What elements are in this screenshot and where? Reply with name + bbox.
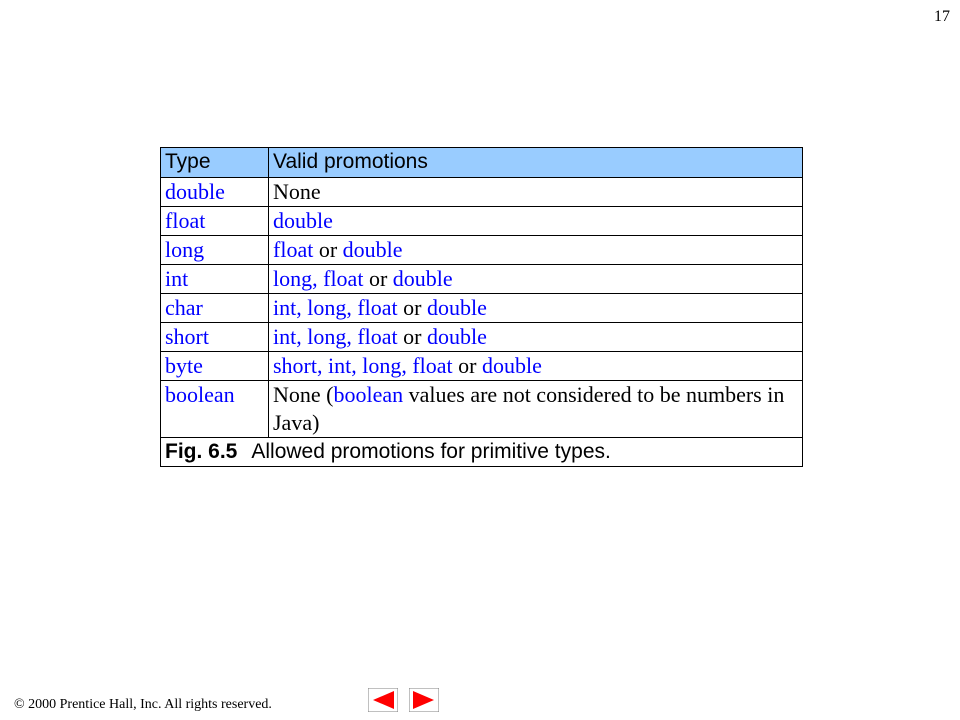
promotion-segment: boolean	[333, 382, 404, 407]
promotions-table	[160, 147, 803, 467]
promotions-cell	[269, 352, 803, 381]
type-cell: long	[161, 236, 269, 265]
left-arrow-icon	[368, 688, 398, 712]
promotion-segment: double	[342, 237, 403, 262]
table-row	[161, 236, 803, 265]
copyright-symbol: ©	[14, 697, 25, 712]
next-slide-button[interactable]	[409, 688, 439, 712]
promotions-cell	[269, 294, 803, 323]
caption-label: Fig. 6.5	[165, 440, 238, 463]
promotion-segment: double	[426, 295, 487, 320]
promotion-segment: double	[392, 266, 453, 291]
promotions-cell	[269, 207, 803, 236]
slide-number: 17	[934, 8, 950, 25]
type-cell: boolean	[161, 381, 269, 438]
promotions-cell	[269, 381, 803, 438]
promotions-cell	[269, 323, 803, 352]
caption-text: Allowed promotions for primitive types.	[251, 440, 611, 463]
table-row	[161, 207, 803, 236]
type-cell: float	[161, 207, 269, 236]
promotion-segment: short, int, long, float	[273, 353, 453, 378]
type-cell: byte	[161, 352, 269, 381]
type-cell: int	[161, 265, 269, 294]
promotion-segment: int, long, float	[273, 324, 398, 349]
table-row	[161, 265, 803, 294]
table-row	[161, 294, 803, 323]
promotions-cell	[269, 265, 803, 294]
column-header-valid-promotions: Valid promotions	[269, 148, 803, 178]
table-caption	[161, 438, 803, 467]
promotion-segment: float	[273, 237, 314, 262]
promotion-segment: values are not considered to be numbers in Java)	[273, 382, 785, 435]
type-cell: char	[161, 294, 269, 323]
promotion-segment: or	[397, 324, 427, 349]
promotion-segment: None	[273, 179, 321, 204]
previous-slide-button[interactable]	[368, 688, 398, 712]
promotion-segment: double	[426, 324, 487, 349]
table-row	[161, 323, 803, 352]
copyright-footer	[14, 697, 272, 713]
promotion-segment: or	[313, 237, 343, 262]
promotion-segment: double	[273, 208, 333, 233]
promotion-segment: None (	[273, 382, 334, 407]
promotion-segment: int, long, float	[273, 295, 398, 320]
copyright-text: 2000 Prentice Hall, Inc. All rights reserved.	[28, 697, 272, 712]
table-row	[161, 381, 803, 438]
promotions-cell	[269, 236, 803, 265]
table-header-row	[161, 148, 803, 178]
promotion-segment: long, float	[273, 266, 364, 291]
type-cell: double	[161, 178, 269, 207]
column-header-type: Type	[161, 148, 269, 178]
promotion-segment: double	[481, 353, 542, 378]
right-arrow-icon	[409, 688, 439, 712]
promotion-segment: or	[397, 295, 427, 320]
caption-row	[161, 438, 803, 467]
promotion-segment: or	[363, 266, 393, 291]
promotion-segment: or	[452, 353, 482, 378]
table-row	[161, 178, 803, 207]
type-cell: short	[161, 323, 269, 352]
table-row	[161, 352, 803, 381]
promotions-cell	[269, 178, 803, 207]
